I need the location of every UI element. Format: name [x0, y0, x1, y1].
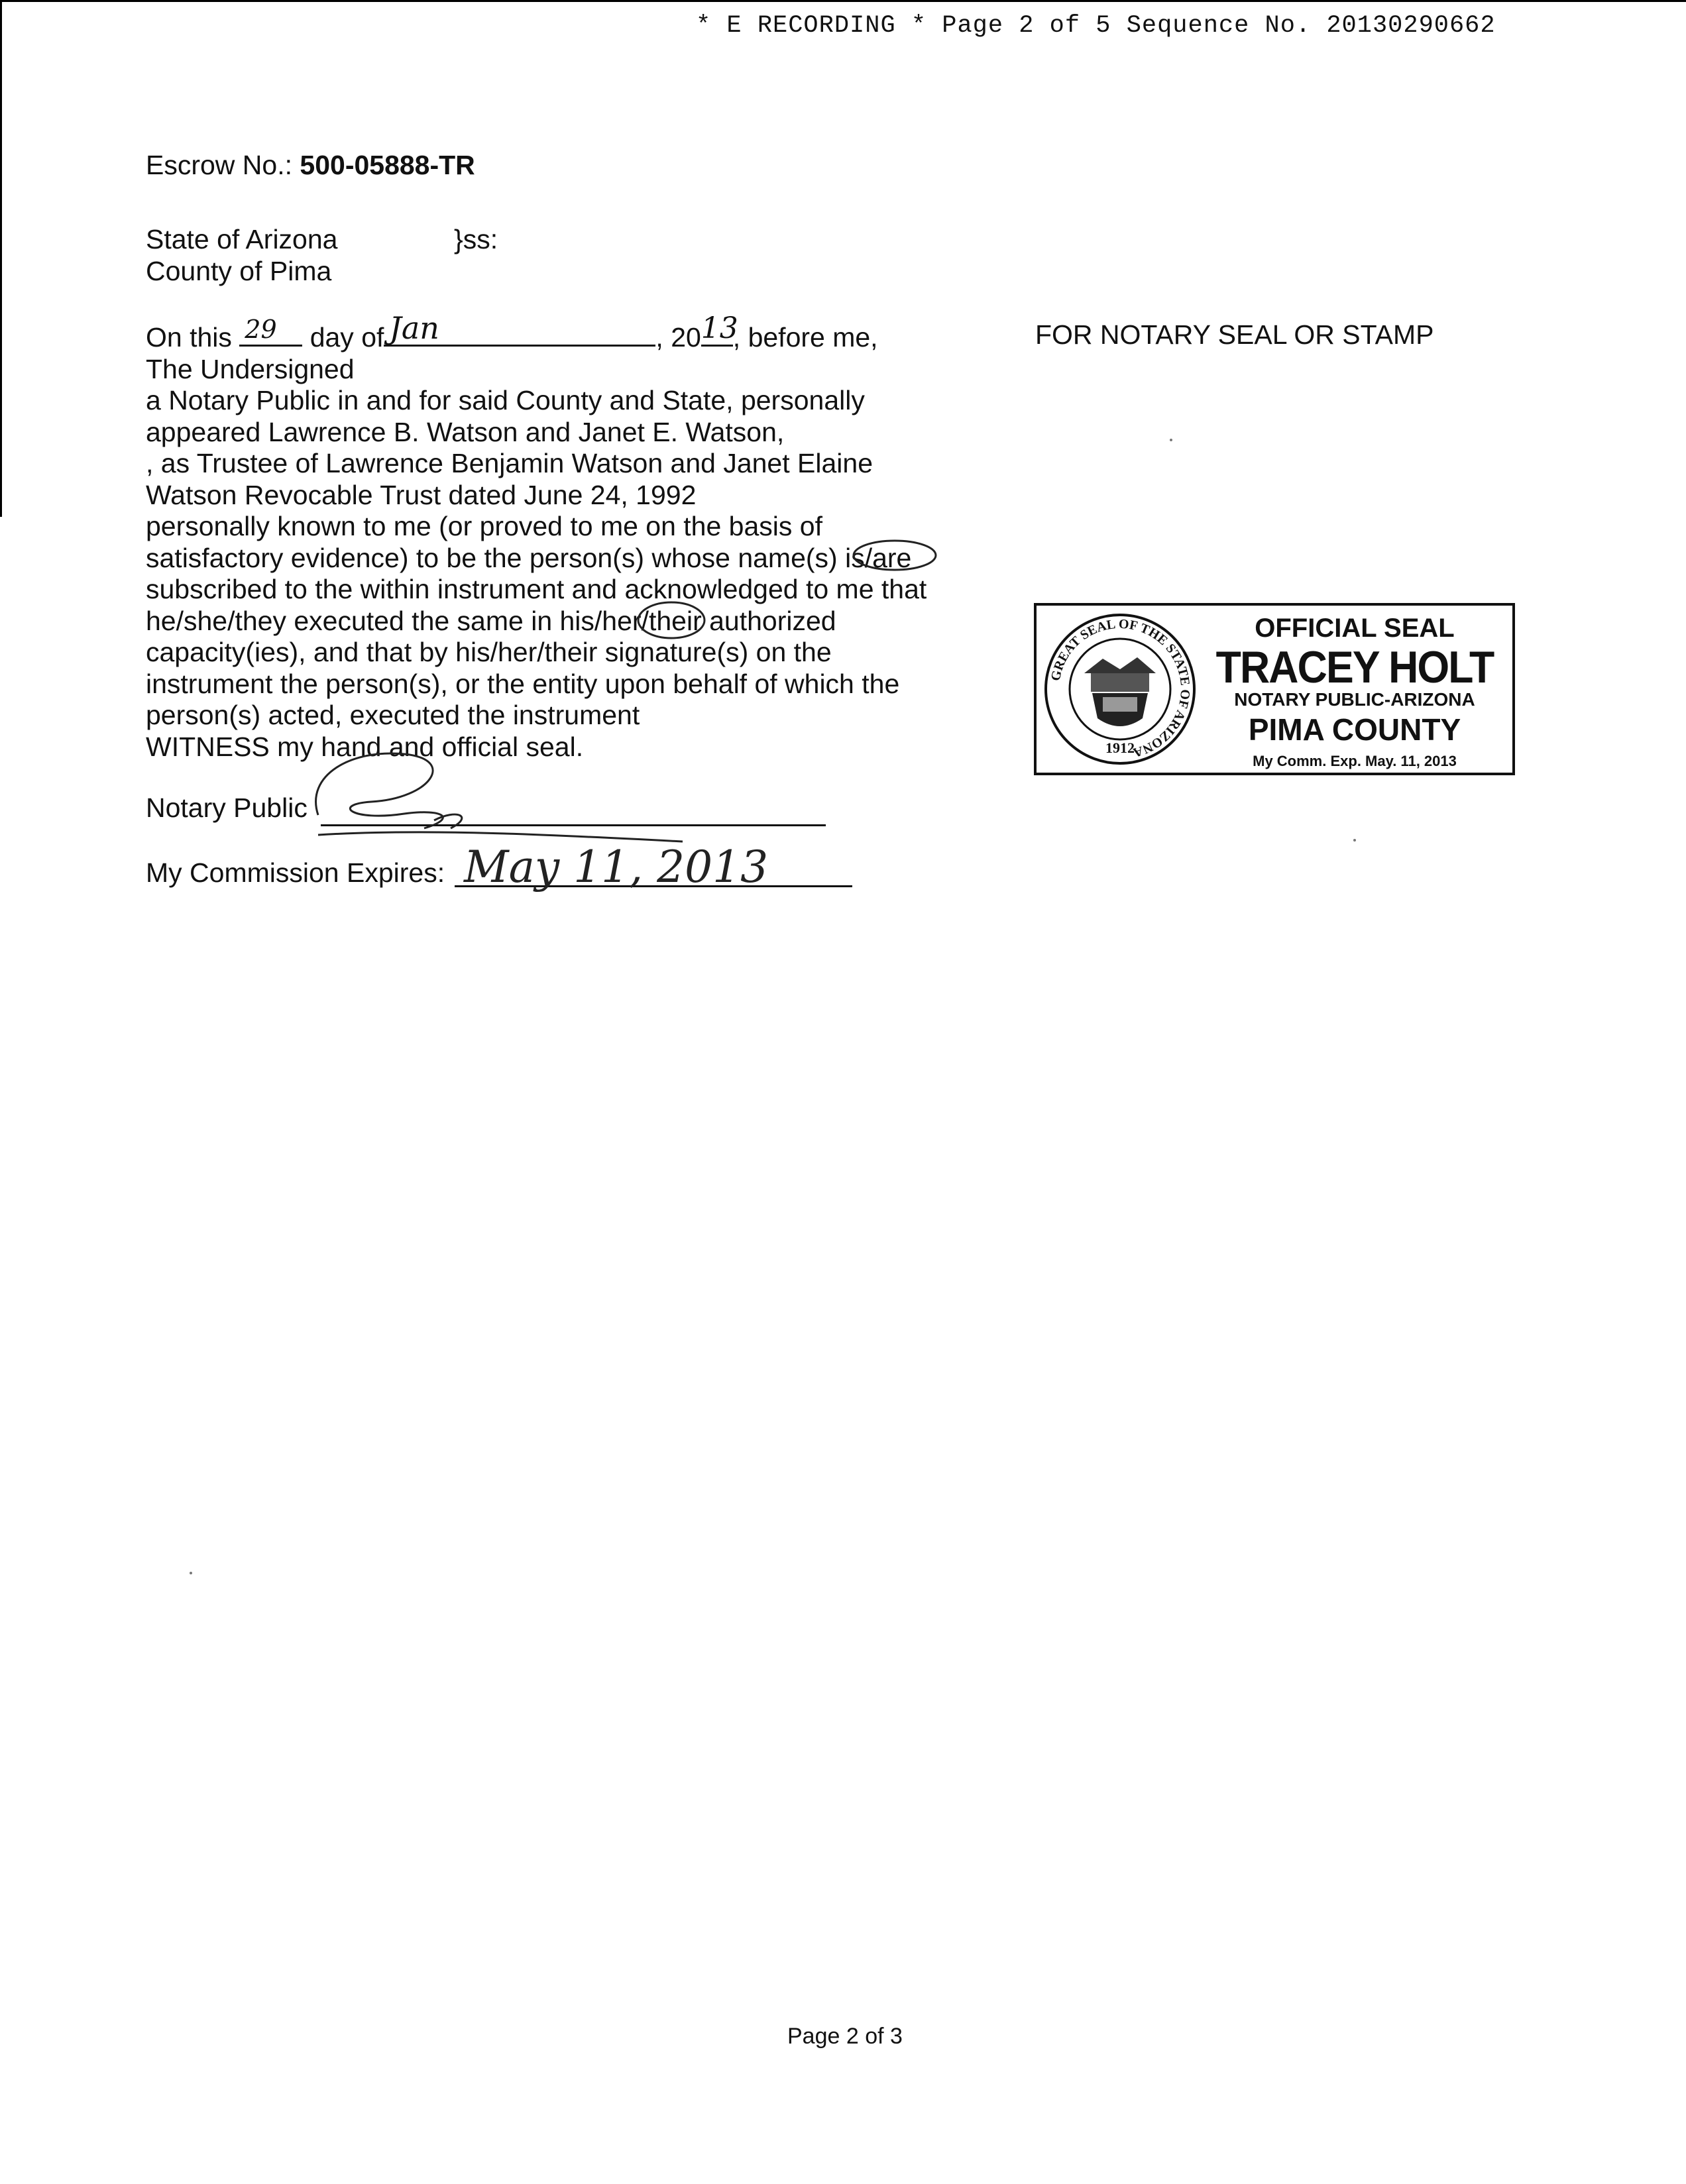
ack-line: capacity(ies), and that by his/her/their signature(s) on the	[146, 637, 832, 667]
scan-border-left	[0, 0, 2, 517]
ack-line: , as Trustee of Lawrence Benjamin Watson and Janet Elaine	[146, 448, 873, 478]
ack-line: WITNESS my hand and official seal.	[146, 731, 584, 762]
seal-county: PIMA COUNTY	[1248, 712, 1461, 747]
scan-border-top	[0, 0, 1686, 2]
seal-notary-role: NOTARY PUBLIC-ARIZONA	[1234, 689, 1475, 710]
seal-area-label: FOR NOTARY SEAL OR STAMP	[1035, 319, 1434, 350]
state-seal-emblem	[1043, 612, 1197, 766]
month-blank	[384, 310, 655, 347]
notary-public-label: Notary Public	[146, 792, 308, 823]
svg-text:1912: 1912	[1105, 739, 1135, 756]
ack-line: subscribed to the within instrument and acknowledged to me that	[146, 574, 927, 604]
circle-mark-are	[848, 535, 948, 575]
svg-text:GREAT SEAL OF THE STATE OF ARI: GREAT SEAL OF THE STATE OF ARIZONA	[1048, 616, 1193, 760]
ack-line: appeared Lawrence B. Watson and Janet E. Watson,	[146, 416, 785, 447]
acknowledgment-first-line: On this 29 day of Jan , 20 13 , before me,	[146, 310, 878, 353]
ack-line: satisfactory evidence) to be the person(s) whose name(s) is/are	[146, 542, 912, 573]
scan-speck	[1353, 839, 1356, 842]
seal-notary-name: TRACEY HOLT	[1215, 642, 1494, 692]
month-handwritten: Jan	[389, 310, 439, 346]
ack-line: a Notary Public in and for said County and State, personally	[146, 385, 865, 415]
page-number: Page 2 of 3	[787, 2024, 903, 2049]
day-handwritten: 29	[245, 315, 277, 344]
ack-line: Watson Revocable Trust dated June 24, 1992	[146, 479, 697, 510]
escrow-label: Escrow No.:	[146, 150, 292, 180]
ack-line: personally known to me (or proved to me on the basis of	[146, 511, 822, 541]
recording-header: * E RECORDING * Page 2 of 5 Sequence No. 20130290662	[696, 12, 1496, 40]
commission-expires-label: My Commission Expires:	[146, 857, 445, 888]
venue-state: State of Arizona	[146, 224, 338, 254]
ack-line: he/she/they executed the same in his/her/their authorized	[146, 605, 836, 636]
ack-line: person(s) acted, executed the instrument	[146, 700, 640, 730]
circle-mark-their	[633, 596, 712, 643]
seal-expiry: My Comm. Exp. May. 11, 2013	[1253, 753, 1457, 769]
venue-ss: }ss:	[454, 224, 498, 254]
notary-seal-stamp	[1034, 603, 1515, 775]
notary-signature	[292, 736, 702, 848]
ack-line: The Undersigned	[146, 353, 355, 384]
ack-line: instrument the person(s), or the entity upon behalf of which the	[146, 668, 900, 699]
seal-title: OFFICIAL SEAL	[1255, 614, 1455, 643]
year-handwritten: 13	[701, 311, 738, 345]
scan-speck	[1170, 439, 1172, 441]
acknowledgment-text	[146, 310, 927, 763]
scan-speck	[190, 1572, 192, 1574]
day-blank	[239, 315, 302, 347]
commission-date-handwritten: May 11, 2013	[464, 842, 769, 893]
year-blank	[701, 311, 738, 347]
escrow-number: 500-05888-TR	[300, 150, 475, 180]
venue-county: County of Pima	[146, 256, 332, 286]
escrow-line	[146, 150, 475, 181]
